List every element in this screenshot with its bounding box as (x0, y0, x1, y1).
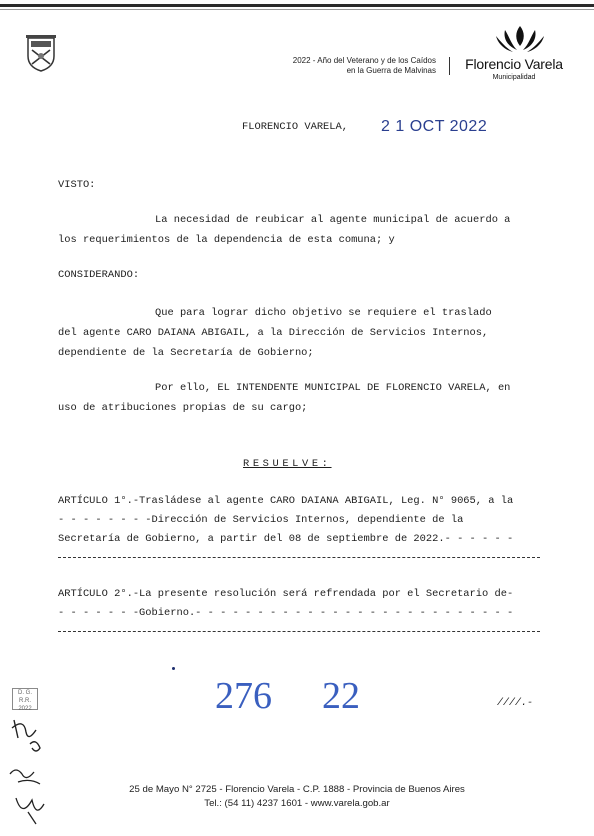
visto-line-2: los requerimientos de la dependencia de esta comuna; y (58, 234, 395, 246)
date-stamp: 2 1 OCT 2022 (381, 118, 488, 135)
considerando-line-3: dependiente de la Secretaría de Gobierno; (58, 347, 314, 359)
registry-box-line-1: D. G. (17, 690, 32, 696)
footer-contact: Tel.: (54 11) 4237 1601 - www.varela.gob.ar (204, 798, 390, 809)
motto-line-1: 2022 - Año del Veterano y de los Caídos (292, 56, 436, 65)
visto-heading: VISTO: (58, 179, 96, 191)
considerando-heading: CONSIDERANDO: (58, 269, 140, 281)
footer-address: 25 de Mayo N° 2725 - Florencio Varela - C.P. 1888 - Provincia de Buenos Aires (129, 784, 465, 795)
top-border-line-thin (0, 9, 594, 10)
article-2-line-1: ARTÍCULO 2°.-La presente resolución será refrendada por el Secretario de- (58, 588, 514, 600)
header-divider (449, 57, 450, 75)
dashed-separator (58, 631, 540, 632)
header-motto (293, 56, 436, 76)
closing-slashes: ////.- (497, 698, 534, 709)
municipal-seal-icon (26, 34, 56, 72)
brand-subtitle: Municipalidad (492, 74, 536, 81)
por-ello-line-2: uso de atribuciones propias de su cargo; (58, 402, 308, 414)
considerando-line-1: Que para lograr dicho objetivo se requiere el traslado (155, 307, 492, 319)
date-place: FLORENCIO VARELA, (242, 121, 349, 133)
article-2-line-2: - - - - - - -Gobierno.- - - - - - - - - - - - - - - - - - - - - - - - - - (58, 607, 514, 619)
registry-box-line-2: R.R. 2022 (18, 698, 32, 712)
article-1-line-3: Secretaría de Gobierno, a partir del 08 de septiembre de 2022.- - - - - - (58, 533, 514, 545)
por-ello-line-1: Por ello, EL INTENDENTE MUNICIPAL DE FLORENCIO VARELA, en (155, 382, 511, 394)
article-1-line-2: - - - - - - - -Dirección de Servicios Internos, dependiente de la (58, 514, 464, 526)
top-border-line (0, 4, 594, 7)
margin-signatures (6, 708, 56, 828)
ink-dot (172, 667, 175, 670)
resolution-number: 276 (215, 675, 272, 717)
registry-box (12, 688, 38, 710)
resuelve-heading: RESUELVE: (243, 458, 332, 470)
article-1-line-1: ARTÍCULO 1°.-Trasládese al agente CARO DAIANA ABIGAIL, Leg. N° 9065, a la (58, 495, 514, 507)
considerando-line-2: del agente CARO DAIANA ABIGAIL, a la Dirección de Servicios Internos, (58, 327, 489, 339)
florencio-varela-logo-icon (493, 24, 547, 54)
resolution-year: 22 (322, 675, 360, 717)
visto-line-1: La necesidad de reubicar al agente municipal de acuerdo a (155, 214, 511, 226)
motto-line-2: en la Guerra de Malvinas (346, 66, 436, 75)
brand-name: Florencio Varela (465, 56, 563, 72)
dashed-separator (58, 557, 540, 558)
